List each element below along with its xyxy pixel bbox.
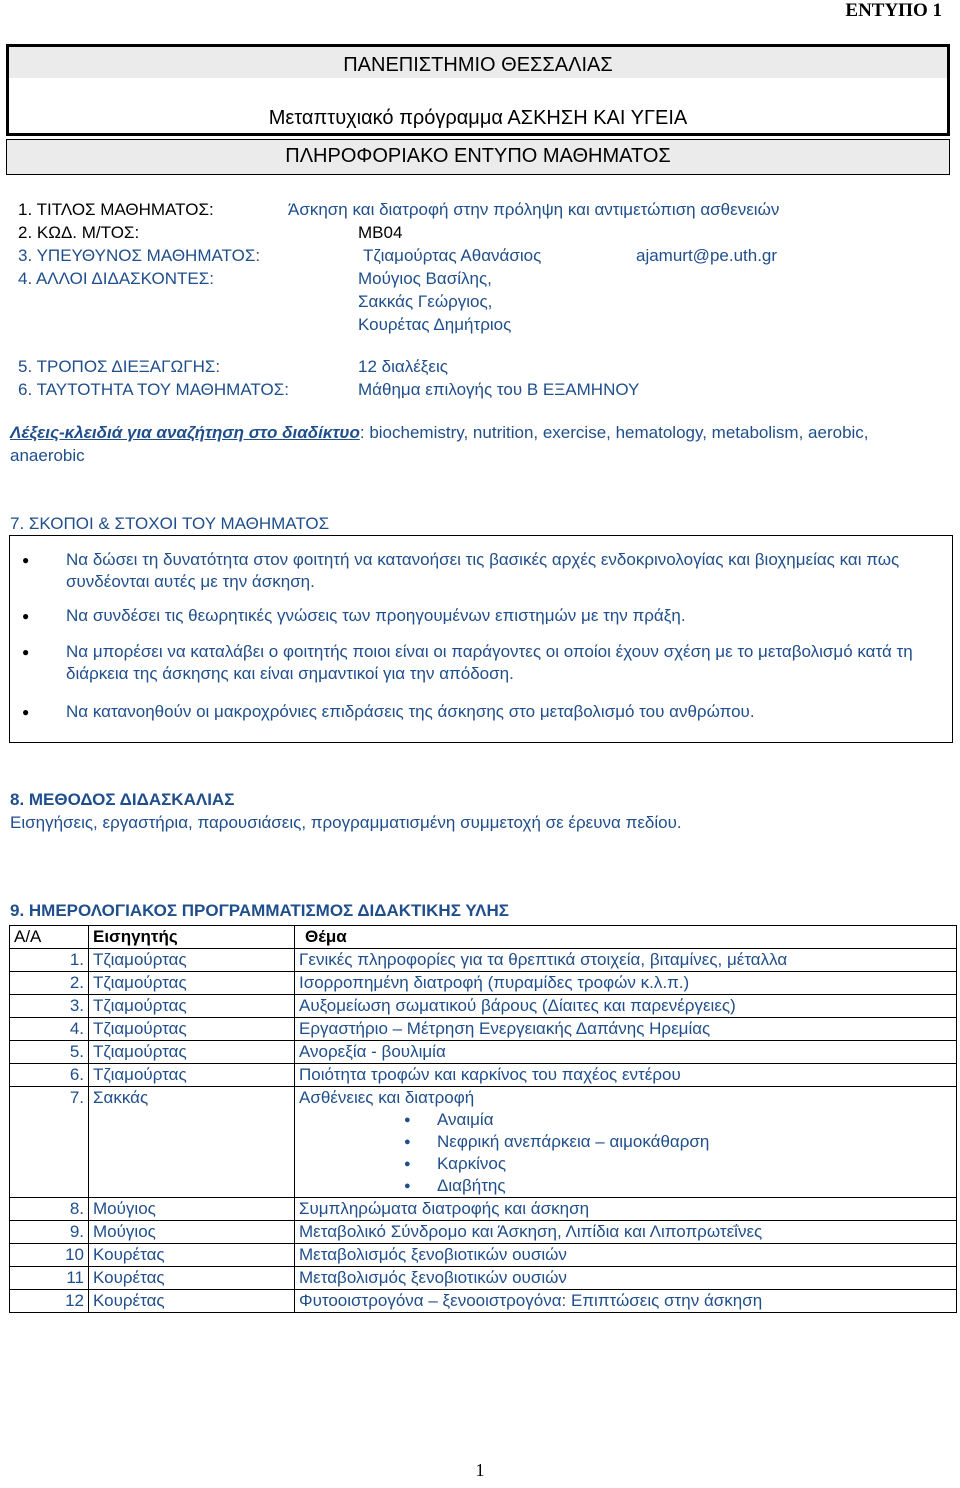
table-row xyxy=(10,1221,957,1244)
row-topic: Ποιότητα τροφών και καρκίνος του παχέος εντέρου xyxy=(295,1064,957,1087)
row-num: 1. xyxy=(10,949,89,972)
table-row xyxy=(10,1041,957,1064)
row-topic: Μεταβολισμός ξενοβιοτικών ουσιών xyxy=(295,1267,957,1290)
code-label: 2. ΚΩΔ. Μ/ΤΟΣ: xyxy=(18,223,140,242)
row-topic: Μεταβολικό Σύνδρομο και Άσκηση, Λιπίδια και Λιποπρωτεΐνες xyxy=(295,1221,957,1244)
aim-item-2: Να συνδέσει τις θεωρητικές γνώσεις των προηγουμένων επιστημών με την πράξη. xyxy=(66,606,686,625)
table-row xyxy=(10,1267,957,1290)
row-lecturer: Μούγιος xyxy=(89,1198,295,1221)
table-row xyxy=(10,1198,957,1221)
schedule-table xyxy=(9,925,957,1313)
table-row xyxy=(10,1290,957,1313)
row-topic: Φυτοοιστρογόνα – ξενοοιστρογόνα: Επιπτώσεις στην άσκηση xyxy=(295,1290,957,1313)
row-num: 7. xyxy=(10,1087,89,1198)
title-value: Άσκηση και διατροφή στην πρόληψη και αντιμετώπιση ασθενειών xyxy=(288,200,780,219)
other-lecturer-3: Κουρέτας Δημήτριος xyxy=(358,315,512,334)
row-topic-title: Ασθένειες και διατροφή xyxy=(299,1088,475,1107)
table-header-row xyxy=(10,926,957,949)
table-row xyxy=(10,1064,957,1087)
keywords-label: Λέξεις-κλειδιά για αναζήτηση στο διαδίκτυο xyxy=(10,423,360,442)
other-lecturer-1: Μούγιος Βασίλης, xyxy=(358,269,492,288)
row-lecturer: Μούγιος xyxy=(89,1221,295,1244)
row-topic-sublist xyxy=(299,1109,952,1197)
row-num: 2. xyxy=(10,972,89,995)
col-topic-header: Θέμα xyxy=(295,926,957,949)
row-lecturer: Τζιαμούρτας xyxy=(89,1064,295,1087)
sub-item: ● Καρκίνος xyxy=(299,1153,952,1175)
bullet-icon: ● xyxy=(22,553,30,567)
table-row xyxy=(10,1087,957,1198)
aim-item-1: Να δώσει τη δυνατότητα στον φοιτητή να κατανοήσει τις βασικές αρχές ενδοκρινολογίας και βιοχημείας και πως συνδέονται αυτές με την άσκηση. xyxy=(66,550,900,591)
bullet-icon: ● xyxy=(22,609,30,623)
page-number: 1 xyxy=(475,1460,485,1480)
method-heading: 8. ΜΕΘΟΔΟΣ ΔΙΔΑΣΚΑΛΙΑΣ xyxy=(10,790,235,809)
form-title: ΠΛΗΡΟΦΟΡΙΑΚΟ ΕΝΤΥΠΟ ΜΑΘΗΜΑΤΟΣ xyxy=(285,145,671,167)
row-topic: Ανορεξία - βουλιμία xyxy=(295,1041,957,1064)
row-lecturer: Τζιαμούρτας xyxy=(89,1041,295,1064)
aim-item-3: Να μπορέσει να καταλάβει ο φοιτητής ποιοι είναι οι παράγοντες οι οποίοι έχουν σχέση με το μεταβολισμό κατά τη διάρκεια της άσκησης και είναι σημαντικοί για την απόδοση. xyxy=(66,642,913,683)
row-topic: Συμπληρώματα διατροφής και άσκηση xyxy=(295,1198,957,1221)
row-topic xyxy=(295,1087,957,1198)
row-num: 5. xyxy=(10,1041,89,1064)
title-label: 1. ΤΙΤΛΟΣ ΜΑΘΗΜΑΤΟΣ: xyxy=(18,200,214,219)
table-row xyxy=(10,972,957,995)
row-num: 3. xyxy=(10,995,89,1018)
bullet-icon: ● xyxy=(22,705,30,719)
code-value: ΜΒ04 xyxy=(358,223,403,242)
keywords: Λέξεις-κλειδιά για αναζήτηση στο διαδίκτυο: biochemistry, nutrition, exercise, hematology, metabolism, aerobic, anaerobic xyxy=(10,423,869,465)
lead-value: Τζιαμούρτας Αθανάσιος xyxy=(363,246,542,265)
row-lecturer: Κουρέτας xyxy=(89,1244,295,1267)
schedule-heading: 9. ΗΜΕΡΟΛΟΓΙΑΚΟΣ ΠΡΟΓΡΑΜΜΑΤΙΣΜΟΣ ΔΙΔΑΚΤΙΚΗΣ ΥΛΗΣ xyxy=(10,901,509,920)
sub-item: ● Νεφρική ανεπάρκεια – αιμοκάθαρση xyxy=(299,1131,952,1153)
sub-item: ● Αναιμία xyxy=(299,1109,952,1131)
row-num: 9. xyxy=(10,1221,89,1244)
row-lecturer: Τζιαμούρτας xyxy=(89,995,295,1018)
row-lecturer: Τζιαμούρτας xyxy=(89,972,295,995)
row-num: 12 xyxy=(10,1290,89,1313)
form-tag: ΕΝΤΥΠΟ 1 xyxy=(845,0,942,21)
row-lecturer: Κουρέτας xyxy=(89,1267,295,1290)
university-name: ΠΑΝΕΠΙΣΤΗΜΙΟ ΘΕΣΣΑΛΙΑΣ xyxy=(343,54,613,76)
mode-value: 12 διαλέξεις xyxy=(358,357,448,376)
row-num: 11 xyxy=(10,1267,89,1290)
table-row xyxy=(10,1018,957,1041)
bullet-icon: ● xyxy=(22,645,30,659)
row-topic: Γενικές πληροφορίες για τα θρεπτικά στοιχεία, βιταμίνες, μέταλλα xyxy=(295,949,957,972)
lead-email[interactable]: ajamurt@pe.uth.gr xyxy=(636,246,778,265)
row-lecturer: Σακκάς xyxy=(89,1087,295,1198)
row-topic: Μεταβολισμός ξενοβιοτικών ουσιών xyxy=(295,1244,957,1267)
row-num: 6. xyxy=(10,1064,89,1087)
method-text: Εισηγήσεις, εργαστήρια, παρουσιάσεις, προγραμματισμένη συμμετοχή σε έρευνα πεδίου. xyxy=(10,813,682,832)
identity-label: 6. ΤΑΥΤΟΤΗΤΑ ΤΟΥ ΜΑΘΗΜΑΤΟΣ: xyxy=(18,380,289,399)
table-row xyxy=(10,949,957,972)
row-topic: Ισορροπημένη διατροφή (πυραμίδες τροφών κ.λ.π.) xyxy=(295,972,957,995)
row-num: 10 xyxy=(10,1244,89,1267)
row-topic: Αυξομείωση σωματικού βάρους (Δίαιτες και παρενέργειες) xyxy=(295,995,957,1018)
row-lecturer: Τζιαμούρτας xyxy=(89,1018,295,1041)
mode-label: 5. ΤΡΟΠΟΣ ΔΙΕΞΑΓΩΓΗΣ: xyxy=(18,357,221,376)
aim-item-4: Να κατανοηθούν οι μακροχρόνιες επιδράσεις της άσκησης στο μεταβολισμό του ανθρώπου. xyxy=(66,702,755,721)
lead-label: 3. ΥΠΕΥΘΥΝΟΣ ΜΑΘΗΜΑΤΟΣ: xyxy=(18,246,261,265)
table-row xyxy=(10,995,957,1018)
col-num-header: Α/Α xyxy=(10,926,89,949)
sub-item: ● Διαβήτης xyxy=(299,1175,952,1197)
program-name: Μεταπτυχιακό πρόγραμμα ΑΣΚΗΣΗ ΚΑΙ ΥΓΕΙΑ xyxy=(268,107,688,129)
row-lecturer: Τζιαμούρτας xyxy=(89,949,295,972)
row-num: 8. xyxy=(10,1198,89,1221)
table-row xyxy=(10,1244,957,1267)
row-lecturer: Κουρέτας xyxy=(89,1290,295,1313)
col-lecturer-header: Εισηγητής xyxy=(89,926,295,949)
others-label: 4. ΑΛΛΟΙ ΔΙΔΑΣΚΟΝΤΕΣ: xyxy=(18,269,214,288)
keywords-value: biochemistry, nutrition, exercise, hematology, metabolism, aerobic, anaerobic xyxy=(10,423,869,465)
identity-value: Μάθημα επιλογής του Β ΕΞΑΜΗΝΟΥ xyxy=(358,380,640,399)
row-topic: Εργαστήριο – Μέτρηση Ενεργειακής Δαπάνης Ηρεμίας xyxy=(295,1018,957,1041)
aims-heading: 7. ΣΚΟΠΟΙ & ΣΤΟΧΟΙ ΤΟΥ ΜΑΘΗΜΑΤΟΣ xyxy=(10,514,330,533)
row-num: 4. xyxy=(10,1018,89,1041)
other-lecturer-2: Σακκάς Γεώργιος, xyxy=(358,292,493,311)
